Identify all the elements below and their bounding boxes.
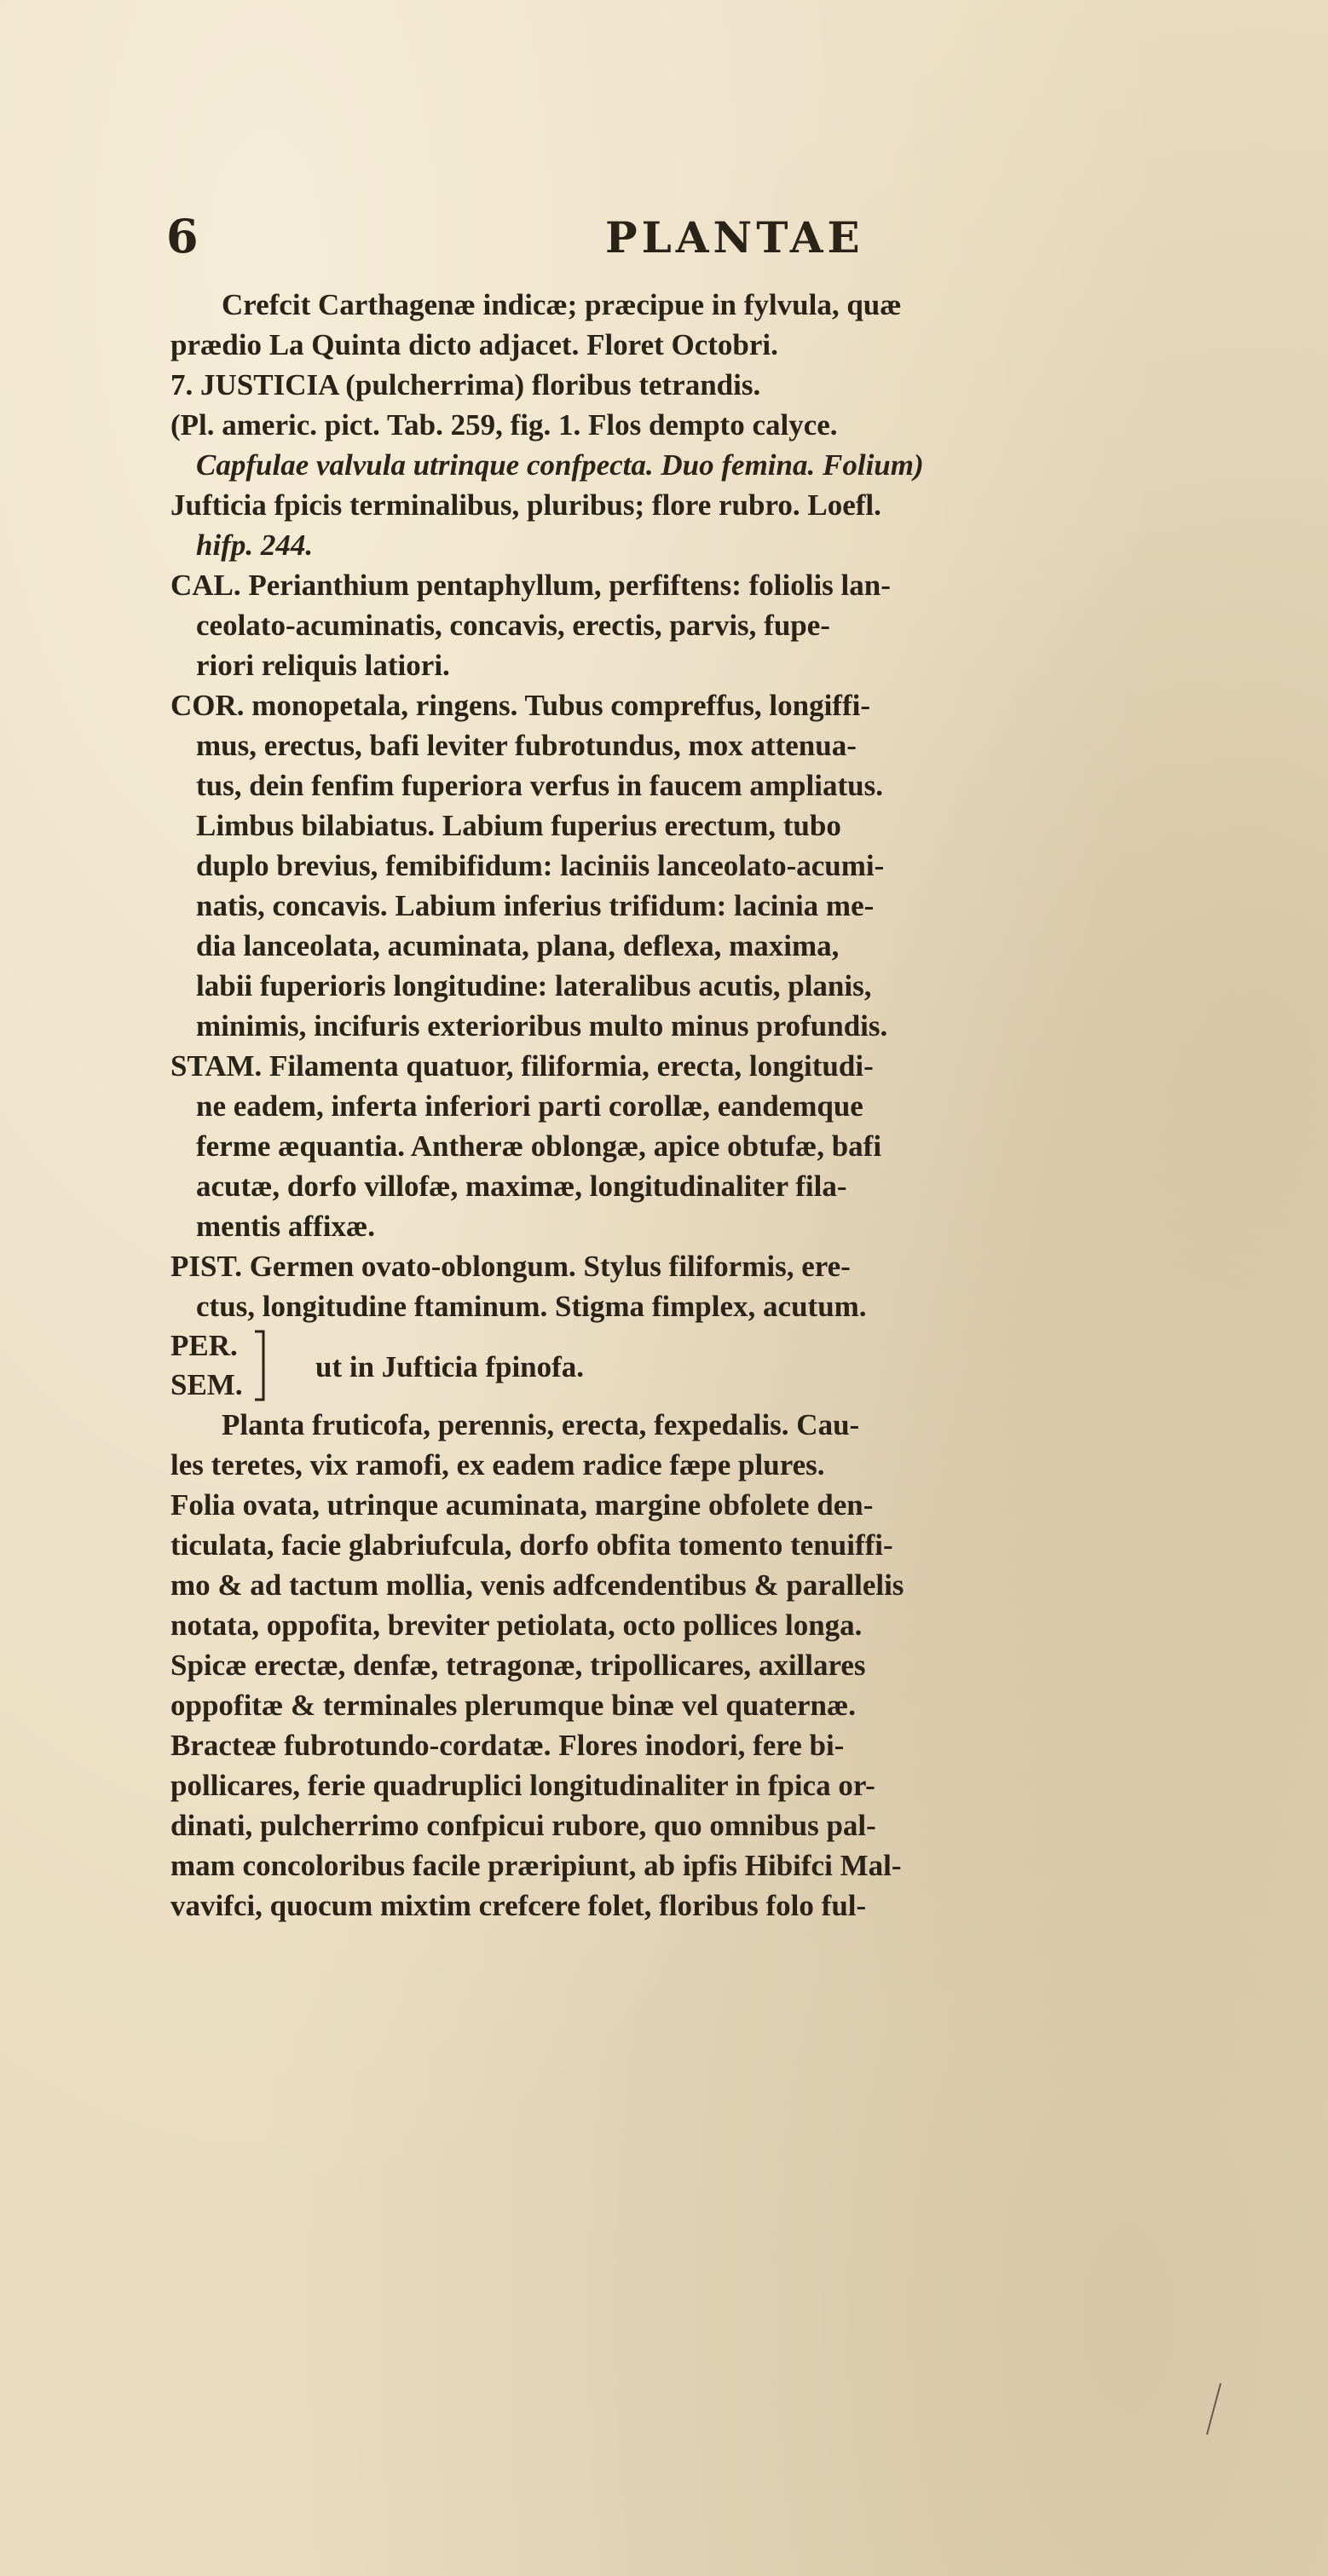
page-number: 6 <box>166 209 199 263</box>
text-line: riori reliquis latiori. <box>196 649 450 682</box>
text-line: hifp. 244. <box>196 528 314 562</box>
text-line: oppofitæ & terminales plerumque binæ vel quaternæ. <box>170 1689 857 1722</box>
text-line: Bracteæ fubrotundo-cordatæ. Flores inodori, fere bi- <box>170 1729 845 1762</box>
text-line: (Pl. americ. pict. Tab. 259, fig. 1. Flos dempto calyce. <box>170 408 838 442</box>
species-heading: 7. JUSTICIA (pulcherrima) floribus tetrandis. <box>170 368 761 401</box>
text-line: minimis, incifuris exterioribus multo minus profundis. <box>196 1009 888 1043</box>
text-line: Spicæ erectæ, denfæ, tetragonæ, tripollicares, axillares <box>170 1649 866 1682</box>
text-line: ctus, longitudine ftaminum. Stigma fimplex, acutum. <box>196 1290 867 1323</box>
text-line: Limbus bilabiatus. Labium fuperius erectum, tubo <box>196 809 841 842</box>
text-line: Jufticia fpicis terminalibus, pluribus; flore rubro. Loefl. <box>170 488 881 522</box>
text-line: labii fuperioris longitudine: lateralibus acutis, planis, <box>196 969 872 1002</box>
text-line: les teretes, vix ramofi, ex eadem radice fæpe plures. <box>170 1448 825 1481</box>
text-line: Folia ovata, utrinque acuminata, margine obfolete den- <box>170 1488 874 1522</box>
text-line: dia lanceolata, acuminata, plana, deflexa, maxima, <box>196 929 840 962</box>
text-line: natis, concavis. Labium inferius trifidum: lacinia me- <box>196 889 875 922</box>
text-line: Crefcit Carthagenæ indicæ; præcipue in fylvula, quæ <box>222 288 902 321</box>
corner-pen-mark <box>1200 2380 1226 2440</box>
text-line: notata, oppofita, breviter petiolata, octo pollices longa. <box>170 1609 863 1642</box>
stamen-description: STAM. Filamenta quatuor, filiformia, erecta, longitudi- <box>170 1049 874 1083</box>
text-line: vavifci, quocum mixtim crefcere folet, floribus folo ful- <box>170 1889 867 1922</box>
running-head: PLANTAE <box>605 212 864 263</box>
text-line: Capfulae valvula utrinque confpecta. Duo femina. Folium) <box>196 448 924 482</box>
text-line: prædio La Quinta dicto adjacet. Floret Octobri. <box>170 328 778 361</box>
text-line: acutæ, dorfo villofæ, maximæ, longitudinaliter fila- <box>196 1170 847 1203</box>
page-body <box>170 285 1313 1926</box>
right-brace <box>251 1326 286 1405</box>
per-sem-bracket <box>170 1326 1313 1405</box>
text-line: duplo brevius, femibifidum: laciniis lanceolato-acumi- <box>196 849 885 882</box>
bracket-reference: ut in Jufticia fpinofa. <box>315 1350 585 1383</box>
text-line: tus, dein fenfim fuperiora verfus in faucem ampliatus. <box>196 769 883 802</box>
text-line: ceolato-acuminatis, concavis, erectis, parvis, fupe- <box>196 609 830 642</box>
per-label: PER. <box>170 1329 238 1362</box>
text-line: ticulata, facie glabriufcula, dorfo obfita tomento tenuiffi- <box>170 1528 893 1562</box>
habit-description: Planta fruticofa, perennis, erecta, fexpedalis. Cau- <box>222 1408 860 1441</box>
corolla-description: COR. monopetala, ringens. Tubus compreffus, longiffi- <box>170 689 870 722</box>
text-line: ne eadem, inferta inferiori parti corollæ, eandemque <box>196 1089 863 1123</box>
page-header <box>166 209 1189 269</box>
text-line: mus, erectus, bafi leviter fubrotundus, mox attenua- <box>196 729 857 762</box>
text-line: mentis affixæ. <box>196 1210 375 1243</box>
text-line: ferme æquantia. Antheræ oblongæ, apice obtufæ, bafi <box>196 1129 882 1163</box>
text-line: mo & ad tactum mollia, venis adfcendentibus & parallelis <box>170 1568 904 1602</box>
text-line: pollicares, ferie quadruplici longitudinaliter in fpica or- <box>170 1769 875 1802</box>
text-line: mam concoloribus facile præripiunt, ab ipfis Hibifci Mal- <box>170 1849 902 1882</box>
pistil-description: PIST. Germen ovato-oblongum. Stylus filiformis, ere- <box>170 1250 851 1283</box>
sem-label: SEM. <box>170 1368 243 1401</box>
calyx-description: CAL. Perianthium pentaphyllum, perfiftens: foliolis lan- <box>170 569 891 602</box>
text-line: dinati, pulcherrimo confpicui rubore, quo omnibus pal- <box>170 1809 876 1842</box>
